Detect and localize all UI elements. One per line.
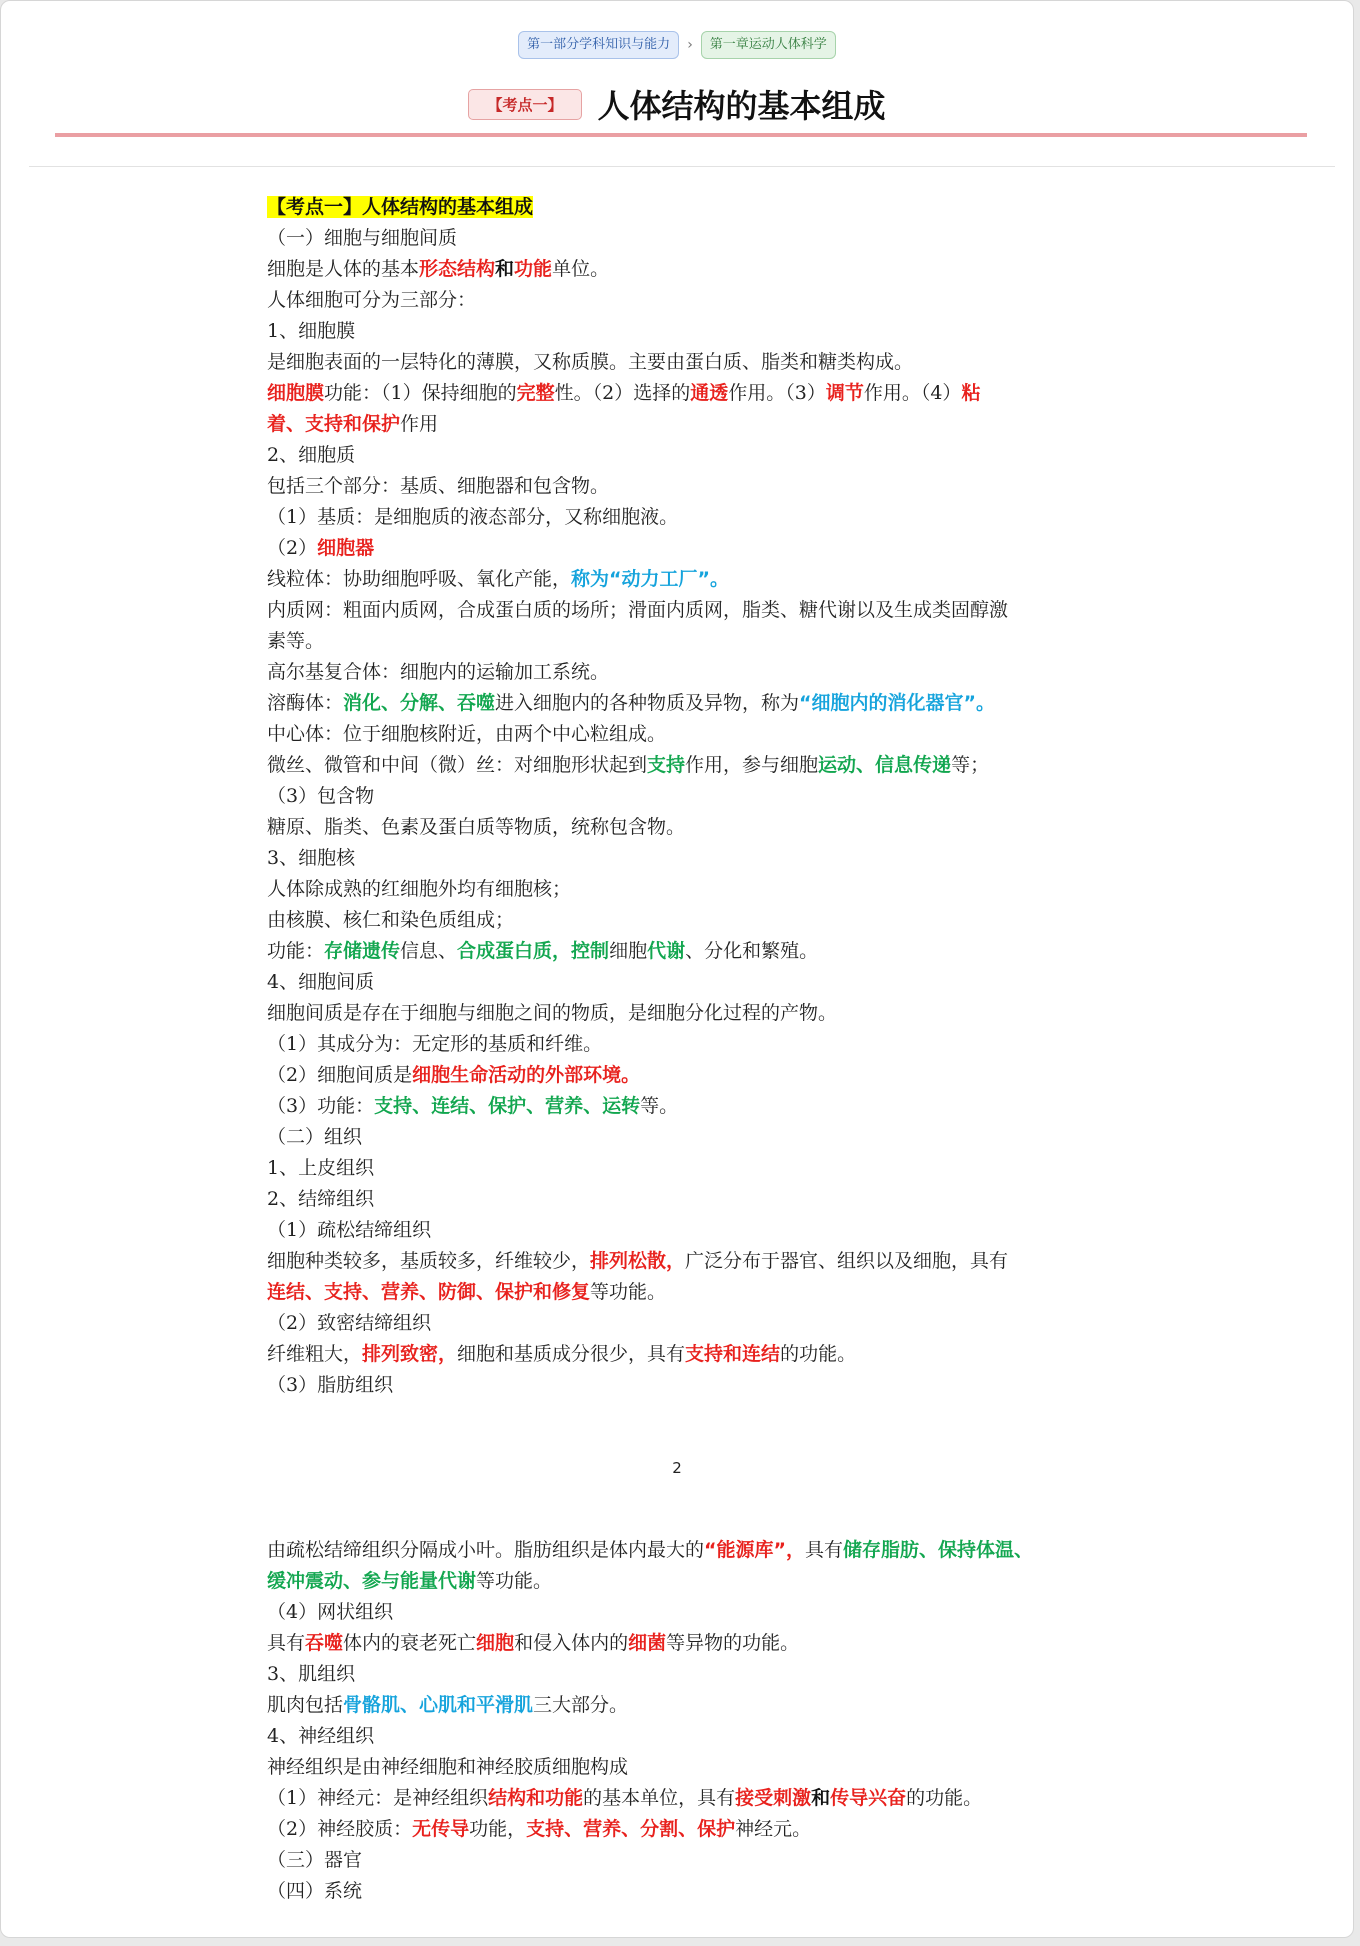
- normal-text: 细胞间质是存在于细胞与细胞之间的物质，是细胞分化过程的产物。: [267, 1002, 838, 1024]
- paragraph: [267, 316, 1127, 347]
- paragraph: [267, 1535, 1127, 1597]
- text-line: [267, 1597, 1127, 1628]
- text-line: [267, 1535, 1127, 1566]
- paragraph: [267, 378, 1127, 440]
- paragraph: [267, 595, 1127, 657]
- paragraph: [267, 285, 1127, 316]
- breadcrumb-separator-icon: ›: [687, 37, 693, 53]
- normal-text: 素等。: [267, 630, 325, 652]
- green-emphasis: 缓冲震动、参与能量代谢: [267, 1570, 477, 1592]
- normal-text: 纤维粗大，: [267, 1343, 363, 1365]
- paragraph: [267, 1370, 1127, 1401]
- text-line: [267, 1845, 1127, 1876]
- text-line: [267, 1308, 1127, 1339]
- normal-text: （二）组织: [267, 1126, 363, 1148]
- red-emphasis: 无传导: [412, 1818, 470, 1840]
- title-underline: [55, 133, 1307, 137]
- paragraph: [267, 750, 1127, 781]
- normal-text: 内质网：粗面内质网，合成蛋白质的场所；滑面内质网，脂类、糖代谢以及生成类固醇激: [267, 599, 1009, 621]
- green-emphasis: 支持、连结、保护、营养、运转: [374, 1095, 641, 1117]
- text-line: [267, 502, 1127, 533]
- breadcrumb-item-chapter[interactable]: 第一章运动人体科学: [701, 31, 836, 59]
- red-emphasis: 着、支持和保护: [267, 413, 401, 435]
- normal-text: （3）脂肪组织: [267, 1374, 394, 1396]
- page-number: 2: [672, 1459, 682, 1477]
- paragraph: [267, 347, 1127, 378]
- normal-text: 1、上皮组织: [267, 1157, 375, 1179]
- text-line: [267, 347, 1127, 378]
- normal-text: 糖原、脂类、色素及蛋白质等物质，统称包含物。: [267, 816, 686, 838]
- normal-text: 作用。（3）: [728, 382, 826, 404]
- breadcrumb: [1, 31, 1353, 59]
- paragraph: [267, 1246, 1127, 1308]
- normal-text: （2）神经胶质：: [267, 1818, 413, 1840]
- header-divider: [29, 166, 1335, 167]
- paragraph: [267, 1783, 1127, 1814]
- page-header: [1, 81, 1353, 127]
- paragraph: [267, 1122, 1127, 1153]
- paragraph: [267, 1091, 1127, 1122]
- bold-text: 和: [495, 258, 515, 280]
- text-line: [267, 750, 1127, 781]
- paragraph: [267, 1597, 1127, 1628]
- text-line: [267, 316, 1127, 347]
- blue-emphasis: 骨骼肌、心肌和平滑肌: [343, 1694, 534, 1716]
- paragraph: [267, 1215, 1127, 1246]
- text-line: [267, 1184, 1127, 1215]
- normal-text: 的功能。: [780, 1343, 857, 1365]
- red-emphasis: 形态结构: [419, 258, 496, 280]
- text-line: [267, 1752, 1127, 1783]
- green-emphasis: 代谢: [647, 940, 686, 962]
- text-line: [267, 564, 1127, 595]
- normal-text: 功能，: [469, 1818, 527, 1840]
- normal-text: 作用。（4）: [863, 382, 962, 404]
- paragraph: [267, 843, 1127, 874]
- text-line: [267, 657, 1127, 688]
- paragraph: [267, 1721, 1127, 1752]
- red-emphasis: 排列致密，: [362, 1343, 458, 1365]
- normal-text: 具有: [267, 1632, 306, 1654]
- normal-text: 高尔基复合体：细胞内的运输加工系统。: [267, 661, 610, 683]
- normal-text: （1）其成分为：无定形的基质和纤维。: [267, 1033, 603, 1055]
- paragraph: [267, 905, 1127, 936]
- red-emphasis: 调节: [825, 382, 864, 404]
- normal-text: （3）包含物: [267, 785, 375, 807]
- green-emphasis: 合成蛋白质，控制: [457, 940, 610, 962]
- normal-text: 具有: [805, 1539, 844, 1561]
- text-line: [267, 1029, 1127, 1060]
- normal-text: 4、神经组织: [267, 1725, 375, 1747]
- normal-text: 细胞: [609, 940, 648, 962]
- normal-text: （1）神经元：是神经组织: [267, 1787, 489, 1809]
- normal-text: 等功能。: [476, 1570, 553, 1592]
- paragraph: [267, 440, 1127, 471]
- red-emphasis: 接受刺激: [735, 1787, 812, 1809]
- text-line: [267, 1783, 1127, 1814]
- text-line: [267, 1876, 1127, 1907]
- normal-text: 中心体：位于细胞核附近，由两个中心粒组成。: [267, 723, 667, 745]
- text-line: [267, 781, 1127, 812]
- text-line: [267, 1060, 1127, 1091]
- paragraph: [267, 533, 1127, 564]
- normal-text: 等。: [640, 1095, 679, 1117]
- text-line: [267, 1659, 1127, 1690]
- normal-text: 信息、: [400, 940, 458, 962]
- text-line: [267, 905, 1127, 936]
- normal-text: 3、肌组织: [267, 1663, 356, 1685]
- text-line: [267, 1091, 1127, 1122]
- normal-text: 、分化和繁殖。: [685, 940, 819, 962]
- text-line: [267, 1215, 1127, 1246]
- red-emphasis: 排列松散，: [590, 1250, 686, 1272]
- normal-text: 作用: [400, 413, 439, 435]
- page-title: 人体结构的基本组成: [597, 87, 886, 125]
- paragraph: [267, 1029, 1127, 1060]
- normal-text: （四）系统: [267, 1880, 363, 1902]
- text-line: [267, 626, 1127, 657]
- text-line: [267, 874, 1127, 905]
- red-emphasis: 连结、支持、营养、防御、保护和修复: [267, 1281, 591, 1303]
- normal-text: 细胞是人体的基本: [267, 258, 420, 280]
- normal-text: （2）致密结缔组织: [267, 1312, 432, 1334]
- text-line: [267, 378, 1127, 409]
- paragraph: [267, 223, 1127, 254]
- normal-text: 等；: [951, 754, 990, 776]
- normal-text: 进入细胞内的各种物质及异物，称为: [495, 692, 800, 714]
- normal-text: （2）: [267, 537, 318, 559]
- normal-text: 广泛分布于器官、组织以及细胞，具有: [685, 1250, 1009, 1272]
- paragraph: [267, 1308, 1127, 1339]
- paragraph: [267, 1752, 1127, 1783]
- text-line: [267, 595, 1127, 626]
- normal-text: 等异物的功能。: [666, 1632, 800, 1654]
- normal-text: 细胞种类较多，基质较多，纤维较少，: [267, 1250, 591, 1272]
- red-emphasis: 通透: [690, 382, 729, 404]
- normal-text: （1）基质：是细胞质的液态部分，又称细胞液。: [267, 506, 679, 528]
- paragraph: [267, 192, 1127, 223]
- normal-text: 包括三个部分：基质、细胞器和包含物。: [267, 475, 610, 497]
- normal-text: 2、细胞质: [267, 444, 356, 466]
- text-line: [267, 1370, 1127, 1401]
- paragraph: [267, 998, 1127, 1029]
- green-emphasis: 消化、分解、吞噬: [343, 692, 496, 714]
- paragraph: [267, 688, 1127, 719]
- paragraph: [267, 936, 1127, 967]
- text-line: [267, 688, 1127, 719]
- normal-text: 人体细胞可分为三部分：: [267, 289, 477, 311]
- green-emphasis: 存储遗传: [324, 940, 401, 962]
- notes-page-1: [267, 192, 1127, 1401]
- text-line: [267, 1339, 1127, 1370]
- normal-text: 2、结缔组织: [267, 1188, 375, 1210]
- normal-text: 3、细胞核: [267, 847, 356, 869]
- text-line: [267, 967, 1127, 998]
- text-line: [267, 812, 1127, 843]
- normal-text: 的功能。: [906, 1787, 983, 1809]
- paragraph: [267, 1876, 1127, 1907]
- paragraph: [267, 967, 1127, 998]
- normal-text: 由疏松结缔组织分隔成小叶。脂肪组织是体内最大的: [267, 1539, 705, 1561]
- breadcrumb-item-part[interactable]: 第一部分学科知识与能力: [518, 31, 679, 59]
- paragraph: [267, 657, 1127, 688]
- red-emphasis: 传导兴奋: [830, 1787, 907, 1809]
- normal-text: 神经元。: [735, 1818, 812, 1840]
- notes-page-2: [267, 1535, 1127, 1907]
- paragraph: [267, 1184, 1127, 1215]
- normal-text: 4、细胞间质: [267, 971, 375, 993]
- text-line: [267, 1277, 1127, 1308]
- normal-text: 和侵入体内的: [514, 1632, 629, 1654]
- text-line: [267, 409, 1127, 440]
- normal-text: 功能：（1）保持细胞的: [324, 382, 517, 404]
- normal-text: 肌肉包括: [267, 1694, 344, 1716]
- red-emphasis: 结构和功能: [488, 1787, 584, 1809]
- red-emphasis: 支持、营养、分割、保护: [526, 1818, 736, 1840]
- text-line: [267, 1721, 1127, 1752]
- normal-text: （4）网状组织: [267, 1601, 394, 1623]
- normal-text: 是细胞表面的一层特化的薄膜，又称质膜。主要由蛋白质、脂类和糖类构成。: [267, 351, 914, 373]
- text-line: [267, 1814, 1127, 1845]
- paragraph: [267, 1339, 1127, 1370]
- red-emphasis: 功能: [514, 258, 553, 280]
- text-line: [267, 1690, 1127, 1721]
- blue-emphasis: “细胞内的消化器官”。: [799, 692, 996, 714]
- paragraph: [267, 254, 1127, 285]
- highlighted-heading: 【考点一】人体结构的基本组成: [267, 196, 534, 218]
- paragraph: [267, 719, 1127, 750]
- normal-text: 由核膜、核仁和染色质组成；: [267, 909, 515, 931]
- paragraph: [267, 812, 1127, 843]
- red-emphasis: 支持和连结: [685, 1343, 781, 1365]
- paragraph: [267, 502, 1127, 533]
- normal-text: 细胞和基质成分很少，具有: [457, 1343, 686, 1365]
- text-line: [267, 440, 1127, 471]
- normal-text: （三）器官: [267, 1849, 363, 1871]
- normal-text: （2）细胞间质是: [267, 1064, 413, 1086]
- normal-text: 溶酶体：: [267, 692, 344, 714]
- text-line: [267, 223, 1127, 254]
- normal-text: 神经组织是由神经细胞和神经胶质细胞构成: [267, 1756, 629, 1778]
- paragraph: [267, 874, 1127, 905]
- normal-text: 三大部分。: [533, 1694, 629, 1716]
- paragraph: [267, 1153, 1127, 1184]
- red-emphasis: 细胞: [476, 1632, 515, 1654]
- red-emphasis: 吞噬: [305, 1632, 344, 1654]
- green-emphasis: 储存脂肪、保持体温、: [843, 1539, 1034, 1561]
- paragraph: [267, 1628, 1127, 1659]
- normal-text: 1、细胞膜: [267, 320, 356, 342]
- normal-text: 功能：: [267, 940, 325, 962]
- normal-text: 微丝、微管和中间（微）丝：对细胞形状起到: [267, 754, 648, 776]
- paragraph: [267, 1845, 1127, 1876]
- paragraph: [267, 471, 1127, 502]
- normal-text: 等功能。: [590, 1281, 667, 1303]
- text-line: [267, 254, 1127, 285]
- normal-text: （1）疏松结缔组织: [267, 1219, 432, 1241]
- text-line: [267, 936, 1127, 967]
- normal-text: 单位。: [552, 258, 610, 280]
- topic-tag: 【考点一】: [468, 89, 581, 120]
- text-line: [267, 1122, 1127, 1153]
- paragraph: [267, 1659, 1127, 1690]
- paragraph: [267, 1060, 1127, 1091]
- text-line: [267, 998, 1127, 1029]
- normal-text: 性。（2）选择的: [554, 382, 691, 404]
- normal-text: （3）功能：: [267, 1095, 375, 1117]
- text-line: [267, 843, 1127, 874]
- bold-text: 和: [811, 1787, 831, 1809]
- paragraph: [267, 1814, 1127, 1845]
- red-emphasis: 细胞器: [317, 537, 375, 559]
- red-emphasis: 细菌: [628, 1632, 667, 1654]
- red-emphasis: 完整: [516, 382, 555, 404]
- green-emphasis: 运动、信息传递: [818, 754, 952, 776]
- normal-text: 作用，参与细胞: [685, 754, 819, 776]
- text-line: [267, 192, 1127, 223]
- red-emphasis: 粘: [961, 382, 981, 404]
- red-emphasis: 细胞生命活动的外部环境。: [412, 1064, 641, 1086]
- paragraph: [267, 1690, 1127, 1721]
- normal-text: 线粒体：协助细胞呼吸、氧化产能，: [267, 568, 572, 590]
- normal-text: （一）细胞与细胞间质: [267, 227, 458, 249]
- text-line: [267, 471, 1127, 502]
- normal-text: 的基本单位，具有: [583, 1787, 736, 1809]
- paragraph: [267, 781, 1127, 812]
- text-line: [267, 533, 1127, 564]
- text-line: [267, 719, 1127, 750]
- text-line: [267, 1246, 1127, 1277]
- paragraph: [267, 564, 1127, 595]
- blue-emphasis: 称为“动力工厂”。: [571, 568, 729, 590]
- normal-text: 体内的衰老死亡: [343, 1632, 477, 1654]
- green-emphasis: 支持: [647, 754, 686, 776]
- text-line: [267, 285, 1127, 316]
- red-emphasis: 细胞膜: [267, 382, 325, 404]
- normal-text: 人体除成熟的红细胞外均有细胞核；: [267, 878, 572, 900]
- red-emphasis: “能源库”，: [704, 1539, 805, 1561]
- text-line: [267, 1566, 1127, 1597]
- text-line: [267, 1153, 1127, 1184]
- text-line: [267, 1628, 1127, 1659]
